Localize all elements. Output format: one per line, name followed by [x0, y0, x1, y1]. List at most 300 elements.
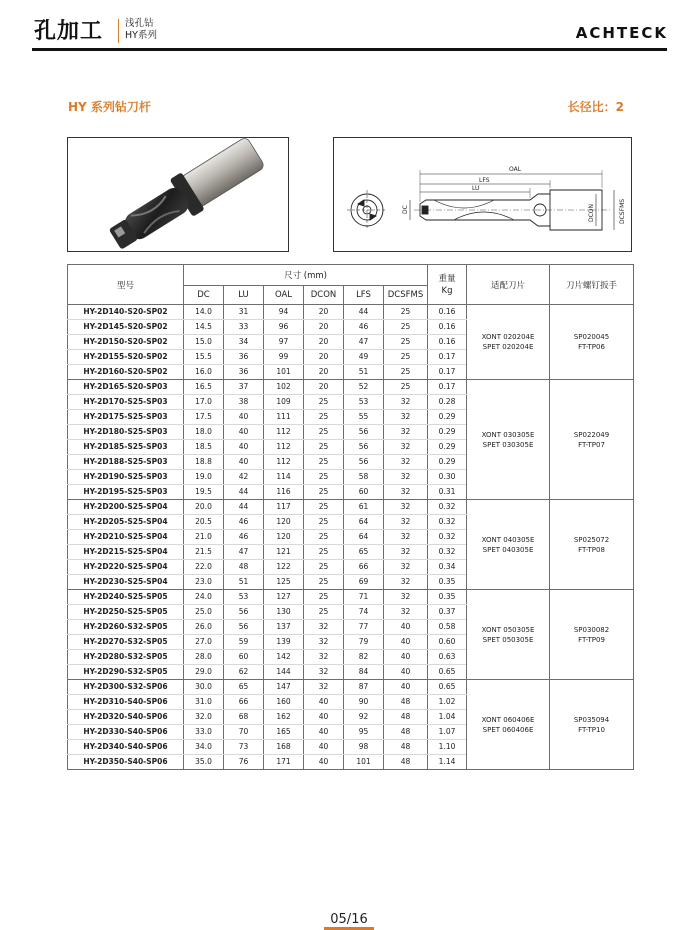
header-lfs: LFS — [344, 286, 384, 305]
value-cell: 32 — [384, 515, 428, 530]
value-cell: 53 — [344, 395, 384, 410]
value-cell: 25 — [384, 350, 428, 365]
value-cell: 31.0 — [184, 695, 224, 710]
value-cell: 25 — [304, 410, 344, 425]
value-cell: 44 — [344, 305, 384, 320]
value-cell: 32 — [304, 620, 344, 635]
value-cell: 52 — [344, 380, 384, 395]
value-cell: 25.0 — [184, 605, 224, 620]
screw-wrench-cell — [550, 500, 634, 590]
value-cell: 25 — [304, 515, 344, 530]
value-cell: 0.60 — [428, 635, 467, 650]
value-cell: 0.17 — [428, 350, 467, 365]
value-cell: 33.0 — [184, 725, 224, 740]
value-cell: 71 — [344, 590, 384, 605]
value-cell: 0.32 — [428, 515, 467, 530]
model-cell: HY-2D270-S32-SP05 — [68, 635, 184, 650]
value-cell: 31 — [224, 305, 264, 320]
screw-wrench-code: FT-TP10 — [578, 725, 605, 734]
value-cell: 40 — [304, 710, 344, 725]
value-cell: 32 — [384, 395, 428, 410]
model-cell: HY-2D230-S25-SP04 — [68, 575, 184, 590]
value-cell: 33 — [224, 320, 264, 335]
value-cell: 46 — [344, 320, 384, 335]
value-cell: 66 — [344, 560, 384, 575]
value-cell: 32 — [304, 680, 344, 695]
value-cell: 0.34 — [428, 560, 467, 575]
model-cell: HY-2D185-S25-SP03 — [68, 440, 184, 455]
value-cell: 60 — [224, 650, 264, 665]
value-cell: 1.10 — [428, 740, 467, 755]
value-cell: 0.30 — [428, 470, 467, 485]
value-cell: 25 — [304, 395, 344, 410]
value-cell: 65 — [224, 680, 264, 695]
header-weight: 重量 Kg — [428, 265, 467, 305]
value-cell: 0.32 — [428, 530, 467, 545]
screw-wrench-code: FT-TP07 — [578, 440, 605, 449]
value-cell: 144 — [264, 665, 304, 680]
value-cell: 142 — [264, 650, 304, 665]
value-cell: 0.32 — [428, 545, 467, 560]
value-cell: 25 — [304, 575, 344, 590]
value-cell: 69 — [344, 575, 384, 590]
value-cell: 44 — [224, 485, 264, 500]
value-cell: 64 — [344, 530, 384, 545]
value-cell: 87 — [344, 680, 384, 695]
value-cell: 49 — [344, 350, 384, 365]
value-cell: 25 — [384, 365, 428, 380]
value-cell: 42 — [224, 470, 264, 485]
value-cell: 56 — [224, 605, 264, 620]
screw-wrench-cell — [550, 680, 634, 770]
value-cell: 0.58 — [428, 620, 467, 635]
value-cell: 20.5 — [184, 515, 224, 530]
value-cell: 40 — [384, 620, 428, 635]
screw-wrench-code: SP020045 — [573, 333, 610, 341]
value-cell: 32 — [384, 470, 428, 485]
value-cell: 21.0 — [184, 530, 224, 545]
page-footer — [0, 908, 698, 927]
value-cell: 32 — [384, 560, 428, 575]
value-cell: 0.63 — [428, 650, 467, 665]
brand-logo: ACHTECK — [575, 24, 668, 42]
value-cell: 120 — [264, 515, 304, 530]
value-cell: 34 — [224, 335, 264, 350]
value-cell: 29.0 — [184, 665, 224, 680]
model-cell: HY-2D215-S25-SP04 — [68, 545, 184, 560]
value-cell: 112 — [264, 455, 304, 470]
insert-code: SPET 060406E — [482, 725, 534, 734]
product-photo — [67, 137, 289, 252]
value-cell: 20 — [304, 365, 344, 380]
model-cell: HY-2D160-S20-SP02 — [68, 365, 184, 380]
value-cell: 0.65 — [428, 680, 467, 695]
value-cell: 35.0 — [184, 755, 224, 770]
value-cell: 48 — [224, 560, 264, 575]
value-cell: 0.29 — [428, 410, 467, 425]
value-cell: 48 — [384, 725, 428, 740]
value-cell: 82 — [344, 650, 384, 665]
value-cell: 25 — [304, 425, 344, 440]
model-cell: HY-2D150-S20-SP02 — [68, 335, 184, 350]
value-cell: 46 — [224, 530, 264, 545]
value-cell: 18.5 — [184, 440, 224, 455]
insert-cell — [467, 590, 550, 680]
value-cell: 64 — [344, 515, 384, 530]
value-cell: 40 — [224, 425, 264, 440]
value-cell: 40 — [384, 665, 428, 680]
model-cell: HY-2D190-S25-SP03 — [68, 470, 184, 485]
insert-cell — [467, 380, 550, 500]
value-cell: 48 — [384, 740, 428, 755]
value-cell: 25 — [304, 440, 344, 455]
header-dcsfms: DCSFMS — [384, 286, 428, 305]
value-cell: 37 — [224, 380, 264, 395]
subtitle-line-2: HY系列 — [125, 30, 157, 41]
model-cell: HY-2D280-S32-SP05 — [68, 650, 184, 665]
value-cell: 168 — [264, 740, 304, 755]
screw-wrench-code: SP022049 — [573, 430, 610, 439]
value-cell: 121 — [264, 545, 304, 560]
value-cell: 20 — [304, 320, 344, 335]
value-cell: 32.0 — [184, 710, 224, 725]
value-cell: 116 — [264, 485, 304, 500]
value-cell: 25 — [304, 545, 344, 560]
model-cell: HY-2D180-S25-SP03 — [68, 425, 184, 440]
table-row — [68, 680, 634, 695]
model-cell: HY-2D170-S25-SP03 — [68, 395, 184, 410]
value-cell: 0.28 — [428, 395, 467, 410]
dc-label: DC — [402, 205, 409, 214]
screw-wrench-code: FT-TP09 — [578, 635, 605, 644]
value-cell: 112 — [264, 425, 304, 440]
value-cell: 96 — [264, 320, 304, 335]
value-cell: 0.29 — [428, 425, 467, 440]
value-cell: 20.0 — [184, 500, 224, 515]
value-cell: 137 — [264, 620, 304, 635]
model-cell: HY-2D240-S25-SP05 — [68, 590, 184, 605]
value-cell: 19.5 — [184, 485, 224, 500]
model-cell: HY-2D310-S40-SP06 — [68, 695, 184, 710]
screw-wrench-code: SP035094 — [573, 715, 610, 724]
value-cell: 111 — [264, 410, 304, 425]
value-cell: 66 — [224, 695, 264, 710]
value-cell: 40 — [384, 635, 428, 650]
value-cell: 32 — [384, 410, 428, 425]
value-cell: 20 — [304, 350, 344, 365]
value-cell: 94 — [264, 305, 304, 320]
page-header — [0, 0, 698, 56]
value-cell: 40 — [304, 740, 344, 755]
value-cell: 32 — [384, 485, 428, 500]
screw-wrench-code: SP025072 — [573, 535, 610, 544]
insert-code: SPET 050305E — [482, 635, 534, 644]
value-cell: 1.14 — [428, 755, 467, 770]
value-cell: 0.35 — [428, 590, 467, 605]
value-cell: 19.0 — [184, 470, 224, 485]
value-cell: 28.0 — [184, 650, 224, 665]
value-cell: 32 — [304, 665, 344, 680]
value-cell: 130 — [264, 605, 304, 620]
header-divider — [118, 19, 119, 43]
value-cell: 56 — [224, 620, 264, 635]
model-cell: HY-2D330-S40-SP06 — [68, 725, 184, 740]
model-cell: HY-2D210-S25-SP04 — [68, 530, 184, 545]
value-cell: 32 — [304, 635, 344, 650]
value-cell: 32 — [384, 455, 428, 470]
value-cell: 23.0 — [184, 575, 224, 590]
header-screw-wrench: 刀片螺钉扳手 — [550, 265, 634, 305]
value-cell: 125 — [264, 575, 304, 590]
value-cell: 51 — [344, 365, 384, 380]
model-cell: HY-2D205-S25-SP04 — [68, 515, 184, 530]
insert-code: SPET 040305E — [482, 545, 534, 554]
value-cell: 16.5 — [184, 380, 224, 395]
value-cell: 0.31 — [428, 485, 467, 500]
value-cell: 56 — [344, 425, 384, 440]
value-cell: 48 — [384, 710, 428, 725]
value-cell: 122 — [264, 560, 304, 575]
model-cell: HY-2D260-S32-SP05 — [68, 620, 184, 635]
insert-code: XONT 030305E — [481, 430, 535, 439]
dcon-label: DCON — [588, 203, 595, 222]
value-cell: 24.0 — [184, 590, 224, 605]
table-row — [68, 380, 634, 395]
value-cell: 60 — [344, 485, 384, 500]
value-cell: 127 — [264, 590, 304, 605]
lu-label: LU — [472, 185, 480, 192]
value-cell: 0.17 — [428, 365, 467, 380]
header-dcon: DCON — [304, 286, 344, 305]
value-cell: 32 — [384, 575, 428, 590]
value-cell: 76 — [224, 755, 264, 770]
value-cell: 99 — [264, 350, 304, 365]
model-cell: HY-2D320-S40-SP06 — [68, 710, 184, 725]
section-title: HY 系列钻刀杆 — [68, 100, 151, 114]
header-oal: OAL — [264, 286, 304, 305]
value-cell: 32 — [384, 530, 428, 545]
value-cell: 56 — [344, 440, 384, 455]
spec-table — [67, 264, 634, 770]
screw-wrench-cell — [550, 305, 634, 380]
value-cell: 0.65 — [428, 665, 467, 680]
value-cell: 40 — [304, 725, 344, 740]
page-number: 05/16 — [330, 912, 368, 927]
value-cell: 25 — [304, 485, 344, 500]
screw-wrench-code: SP030082 — [573, 625, 610, 634]
chapter-title: 孔加工 — [34, 19, 104, 44]
value-cell: 53 — [224, 590, 264, 605]
insert-cell — [467, 305, 550, 380]
value-cell: 18.0 — [184, 425, 224, 440]
value-cell: 44 — [224, 500, 264, 515]
header-dc: DC — [184, 286, 224, 305]
value-cell: 32 — [304, 650, 344, 665]
header-insert: 适配刀片 — [467, 265, 550, 305]
value-cell: 36 — [224, 365, 264, 380]
value-cell: 65 — [344, 545, 384, 560]
value-cell: 98 — [344, 740, 384, 755]
value-cell: 46 — [224, 515, 264, 530]
value-cell: 58 — [344, 470, 384, 485]
value-cell: 25 — [304, 500, 344, 515]
value-cell: 36 — [224, 350, 264, 365]
table-row — [68, 590, 634, 605]
value-cell: 55 — [344, 410, 384, 425]
screw-wrench-code: FT-TP08 — [578, 545, 605, 554]
model-cell: HY-2D175-S25-SP03 — [68, 410, 184, 425]
chapter-subtitle — [125, 18, 157, 42]
value-cell: 0.16 — [428, 320, 467, 335]
header-rule — [32, 48, 667, 51]
value-cell: 162 — [264, 710, 304, 725]
value-cell: 47 — [344, 335, 384, 350]
value-cell: 62 — [224, 665, 264, 680]
value-cell: 25 — [304, 470, 344, 485]
value-cell: 14.0 — [184, 305, 224, 320]
value-cell: 38 — [224, 395, 264, 410]
value-cell: 25 — [304, 530, 344, 545]
model-cell: HY-2D350-S40-SP06 — [68, 755, 184, 770]
value-cell: 25 — [384, 320, 428, 335]
value-cell: 0.29 — [428, 440, 467, 455]
value-cell: 34.0 — [184, 740, 224, 755]
value-cell: 20 — [304, 305, 344, 320]
header-lu: LU — [224, 286, 264, 305]
screw-wrench-cell — [550, 590, 634, 680]
value-cell: 0.29 — [428, 455, 467, 470]
value-cell: 32 — [384, 590, 428, 605]
value-cell: 101 — [264, 365, 304, 380]
value-cell: 102 — [264, 380, 304, 395]
value-cell: 27.0 — [184, 635, 224, 650]
length-diameter-ratio: 长径比：2 — [567, 100, 624, 114]
value-cell: 51 — [224, 575, 264, 590]
value-cell: 17.0 — [184, 395, 224, 410]
screw-wrench-cell — [550, 380, 634, 500]
value-cell: 74 — [344, 605, 384, 620]
value-cell: 25 — [384, 305, 428, 320]
insert-code: SPET 020204E — [482, 343, 534, 351]
value-cell: 20 — [304, 335, 344, 350]
header-model: 型号 — [68, 265, 184, 305]
screw-wrench-code: FT-TP06 — [578, 343, 605, 351]
value-cell: 22.0 — [184, 560, 224, 575]
value-cell: 32 — [384, 605, 428, 620]
model-cell: HY-2D250-S25-SP05 — [68, 605, 184, 620]
insert-cell — [467, 500, 550, 590]
model-cell: HY-2D145-S20-SP02 — [68, 320, 184, 335]
value-cell: 160 — [264, 695, 304, 710]
value-cell: 32 — [384, 425, 428, 440]
value-cell: 32 — [384, 500, 428, 515]
value-cell: 73 — [224, 740, 264, 755]
value-cell: 97 — [264, 335, 304, 350]
dimension-drawing — [334, 138, 631, 251]
value-cell: 25 — [304, 605, 344, 620]
value-cell: 56 — [344, 455, 384, 470]
value-cell: 40 — [224, 440, 264, 455]
table-row — [68, 500, 634, 515]
value-cell: 40 — [384, 650, 428, 665]
value-cell: 18.8 — [184, 455, 224, 470]
insert-cell — [467, 680, 550, 770]
value-cell: 25 — [384, 335, 428, 350]
value-cell: 32 — [384, 440, 428, 455]
model-cell: HY-2D220-S25-SP04 — [68, 560, 184, 575]
drill-holder-image — [68, 138, 288, 251]
value-cell: 1.04 — [428, 710, 467, 725]
model-cell: HY-2D155-S20-SP02 — [68, 350, 184, 365]
value-cell: 20 — [304, 380, 344, 395]
value-cell: 90 — [344, 695, 384, 710]
value-cell: 114 — [264, 470, 304, 485]
value-cell: 147 — [264, 680, 304, 695]
value-cell: 120 — [264, 530, 304, 545]
value-cell: 47 — [224, 545, 264, 560]
value-cell: 25 — [384, 380, 428, 395]
value-cell: 109 — [264, 395, 304, 410]
value-cell: 112 — [264, 440, 304, 455]
model-cell: HY-2D195-S25-SP03 — [68, 485, 184, 500]
insert-code: XONT 020204E — [481, 333, 535, 341]
model-cell: HY-2D165-S20-SP03 — [68, 380, 184, 395]
model-cell: HY-2D340-S40-SP06 — [68, 740, 184, 755]
value-cell: 0.16 — [428, 305, 467, 320]
value-cell: 101 — [344, 755, 384, 770]
value-cell: 0.17 — [428, 380, 467, 395]
value-cell: 61 — [344, 500, 384, 515]
dcsfms-label: DCSFMS — [619, 198, 626, 224]
value-cell: 79 — [344, 635, 384, 650]
value-cell: 40 — [224, 410, 264, 425]
value-cell: 95 — [344, 725, 384, 740]
value-cell: 17.5 — [184, 410, 224, 425]
value-cell: 165 — [264, 725, 304, 740]
insert-code: SPET 030305E — [482, 440, 534, 449]
value-cell: 1.02 — [428, 695, 467, 710]
table-row — [68, 305, 634, 320]
value-cell: 32 — [384, 545, 428, 560]
technical-drawing — [333, 137, 632, 252]
value-cell: 14.5 — [184, 320, 224, 335]
value-cell: 25 — [304, 455, 344, 470]
insert-code: XONT 040305E — [481, 535, 535, 544]
value-cell: 30.0 — [184, 680, 224, 695]
model-cell: HY-2D188-S25-SP03 — [68, 455, 184, 470]
value-cell: 16.0 — [184, 365, 224, 380]
model-cell: HY-2D290-S32-SP05 — [68, 665, 184, 680]
model-cell: HY-2D300-S32-SP06 — [68, 680, 184, 695]
value-cell: 0.37 — [428, 605, 467, 620]
value-cell: 25 — [304, 590, 344, 605]
lfs-label: LFS — [479, 177, 490, 184]
value-cell: 171 — [264, 755, 304, 770]
subtitle-line-1: 浅孔钻 — [125, 18, 154, 29]
model-cell: HY-2D200-S25-SP04 — [68, 500, 184, 515]
value-cell: 77 — [344, 620, 384, 635]
oal-label: OAL — [509, 166, 522, 173]
header-dimensions: 尺寸 (mm) — [184, 265, 428, 286]
value-cell: 15.0 — [184, 335, 224, 350]
model-cell: HY-2D140-S20-SP02 — [68, 305, 184, 320]
spec-table-body — [68, 305, 634, 770]
value-cell: 40 — [304, 695, 344, 710]
value-cell: 70 — [224, 725, 264, 740]
insert-code: XONT 060406E — [481, 715, 535, 724]
value-cell: 40 — [384, 680, 428, 695]
value-cell: 25 — [304, 560, 344, 575]
